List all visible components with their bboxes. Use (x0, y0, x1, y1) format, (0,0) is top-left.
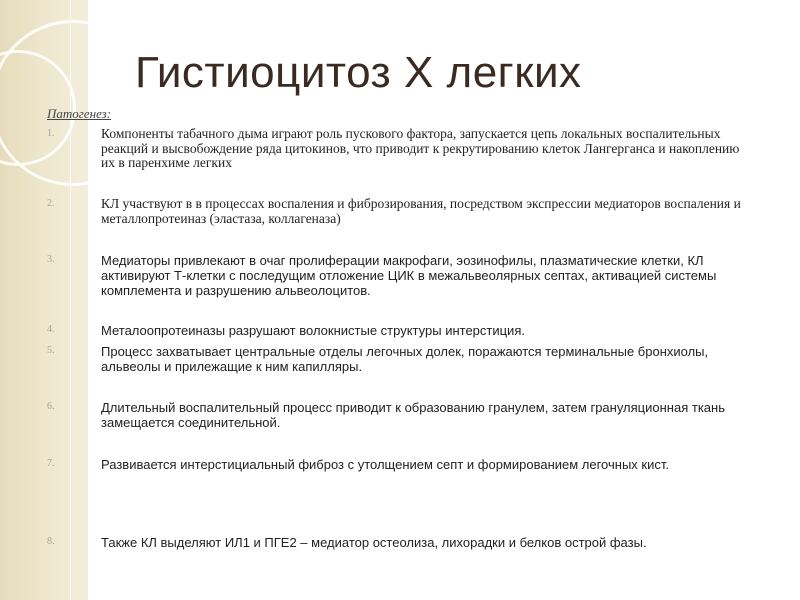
decorative-line (70, 0, 71, 600)
item-number: 7. (47, 458, 55, 469)
item-text: Процесс захватывает центральные отделы легочных долек, поражаются терминальные бронхиолы, альвеолы и прилежащие к ним капилляры. (101, 344, 709, 374)
item-number: 1. (47, 128, 55, 139)
item-text: Развивается интерстициальный фиброз с утолщением септ и формированием легочных кист. (101, 457, 669, 472)
item-number: 5. (47, 345, 55, 356)
item-text: Металоопротеиназы разрушают волокнистые структуры интерстиция. (101, 323, 525, 338)
item-text: Компоненты табачного дыма играют роль пускового фактора, запускается цепь локальных воспалительных реакций и высвобождение ряда цитокинов, что приводит к рекрутированию клеток Лангерганса и накоплению их в паренхиме легких (101, 126, 740, 170)
item-text: Медиаторы привлекают в очаг пролиферации макрофаги, эозинофилы, плазматические клетки, КЛ активируют Т-клетки с последущим отложение ЦИК в межальвеолярных септах, активацией системы комплемента и разрушению альвеолоцитов. (101, 253, 717, 298)
item-number: 3. (47, 254, 55, 265)
slide-title: Гистиоцитоз Х легких (135, 48, 582, 97)
item-number: 4. (47, 324, 55, 335)
item-number: 2. (47, 198, 55, 209)
item-text: КЛ участвуют в в процессах воспаления и фиброзирования, посредством экспрессии медиаторов воспаления и металлопротеиназ (эластаза, коллагеназа) (101, 196, 741, 226)
decorative-side-band (0, 0, 88, 600)
subheading: Патогенез: (47, 106, 112, 121)
item-text: Также КЛ выделяют ИЛ1 и ПГЕ2 – медиатор остеолиза, лихорадки и белков острой фазы. (101, 535, 647, 550)
item-number: 8. (47, 536, 55, 547)
item-text: Длительный воспалительный процесс приводит к образованию гранулем, затем грануляционная ткань замещается соединительной. (101, 400, 725, 430)
item-number: 6. (47, 401, 55, 412)
